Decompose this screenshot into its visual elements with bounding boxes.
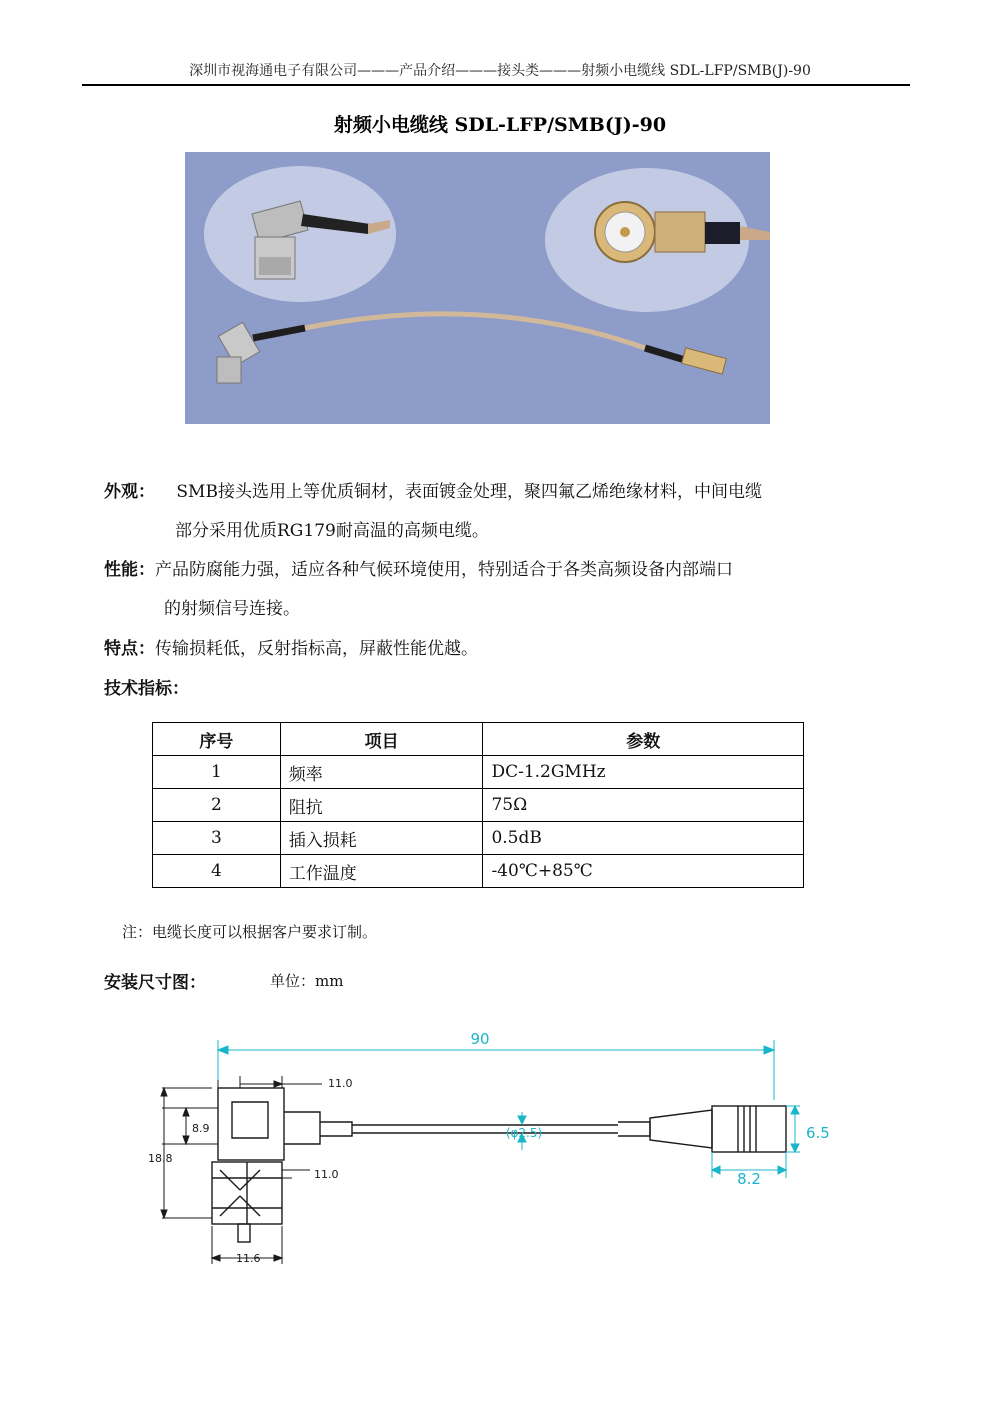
table-cell-no: 2 — [153, 789, 281, 822]
table-row — [153, 789, 804, 822]
left-connector-closeup — [204, 166, 396, 302]
table-cell-item: 工作温度 — [280, 855, 483, 888]
spec-table — [152, 722, 804, 888]
left-ferrule — [284, 1112, 320, 1144]
table-cell-item: 频率 — [280, 756, 483, 789]
table-cell-no: 4 — [153, 855, 281, 888]
custom-length-note: 注：电缆长度可以根据客户要求订制。 — [122, 923, 378, 941]
table-row — [153, 756, 804, 789]
performance-text-line1: 产品防腐能力强，适应各种气候环境使用，特别适合于各类高频设备内部端口 — [155, 560, 733, 580]
dimension-drawing — [140, 1020, 840, 1280]
feature-label: 特点： — [104, 639, 155, 659]
header-divider — [82, 84, 910, 86]
spec-label: 技术指标： — [104, 679, 189, 699]
dimension-drawing-svg — [140, 1020, 840, 1280]
dim-conn-length-label: 8.2 — [737, 1170, 761, 1188]
table-row — [153, 855, 804, 888]
hex-nut-edges — [220, 1170, 260, 1216]
right-crimp — [618, 1122, 650, 1136]
appearance-label: 外观： — [104, 482, 155, 502]
performance-label: 性能： — [104, 560, 155, 580]
product-photo — [185, 152, 770, 424]
table-row — [153, 822, 804, 855]
dim-total-height-label: 18.8 — [148, 1152, 173, 1165]
dim-conn-height-label: 6.5 — [806, 1124, 830, 1142]
document-title: 射频小电缆线 SDL-LFP/SMB(J)-90 — [333, 114, 667, 136]
performance-text-line2: 的射频信号连接。 — [164, 599, 300, 619]
cable-assembly-icon — [217, 314, 726, 383]
cable-body — [352, 1125, 618, 1133]
table-cell-value: 0.5dB — [483, 822, 804, 855]
smb-connector-ribs — [738, 1106, 756, 1152]
appearance-text-line2: 部分采用优质RG179耐高温的高频电缆。 — [175, 521, 489, 541]
left-crimp — [320, 1122, 352, 1136]
dim-bottom-width-label: 11.6 — [236, 1252, 261, 1265]
dim-length-label: 90 — [470, 1030, 490, 1048]
right-ferrule — [650, 1110, 712, 1148]
dim-body-height-label: 8.9 — [192, 1122, 210, 1135]
table-header-no: 序号 — [153, 723, 281, 756]
table-cell-item: 阻抗 — [280, 789, 483, 822]
pin — [238, 1224, 250, 1242]
dim-top-width-label: 11.0 — [328, 1077, 353, 1090]
product-photo-illustration — [185, 152, 770, 424]
dimension-title: 安装尺寸图： — [104, 973, 206, 993]
hex-nut-facets — [212, 1162, 282, 1224]
table-cell-no: 3 — [153, 822, 281, 855]
feature-paragraph — [104, 638, 478, 660]
table-cell-value: 75Ω — [483, 789, 804, 822]
dim-diameter-label: (φ2.5) — [505, 1126, 543, 1140]
spec-heading — [104, 678, 189, 700]
dim-side-width-label: 11.0 — [314, 1168, 339, 1181]
table-header-value: 参数 — [483, 723, 804, 756]
right-angle-body — [218, 1088, 284, 1160]
performance-paragraph — [104, 559, 733, 581]
page-header: 深圳市视海通电子有限公司———产品介绍———接头类———射频小电缆线 SDL-LFP/SMB(J)-90 — [189, 63, 811, 79]
table-cell-no: 1 — [153, 756, 281, 789]
appearance-paragraph — [104, 481, 762, 503]
smb-connector-body — [712, 1106, 786, 1152]
table-header-row — [153, 723, 804, 756]
dimension-unit: 单位：mm — [270, 972, 344, 990]
table-header-item: 项目 — [280, 723, 483, 756]
table-cell-value: -40℃+85℃ — [483, 855, 804, 888]
table-cell-value: DC-1.2GMHz — [483, 756, 804, 789]
right-angle-body-detail — [232, 1102, 268, 1138]
table-cell-item: 插入损耗 — [280, 822, 483, 855]
appearance-text-line1: SMB接头选用上等优质铜材，表面镀金处理，聚四氟乙烯绝缘材料，中间电缆 — [176, 482, 762, 502]
feature-text: 传输损耗低，反射指标高，屏蔽性能优越。 — [155, 639, 478, 659]
